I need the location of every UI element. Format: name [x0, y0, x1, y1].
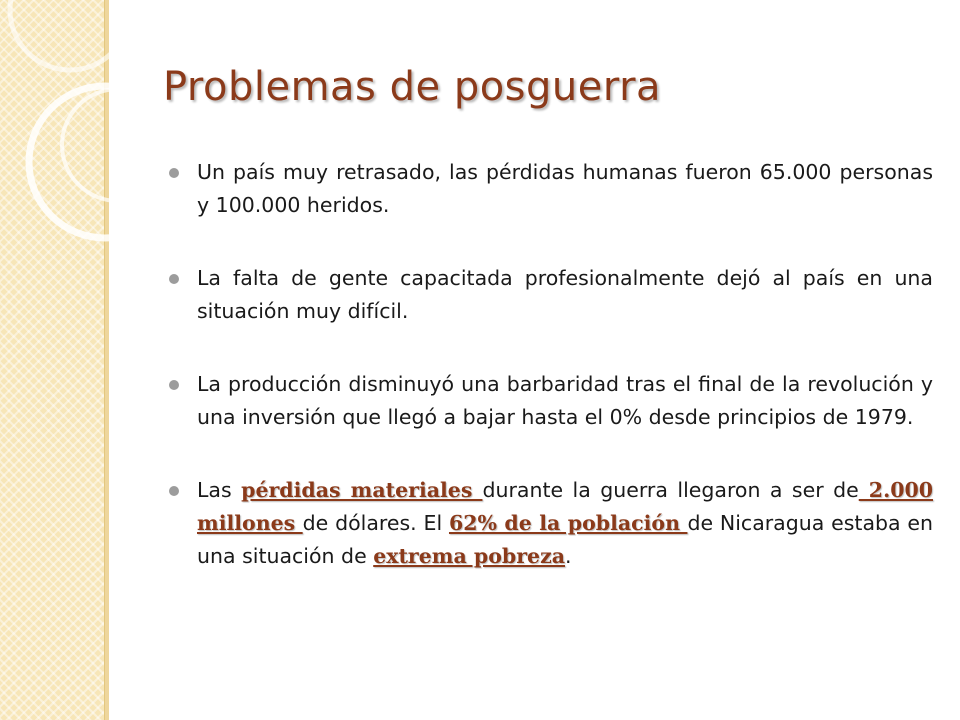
bullet-list: [163, 156, 933, 613]
bullet-text: La falta de gente capacitada profesionalmente dejó al país en una situación muy difícil.: [197, 266, 933, 323]
bullet-dot-icon: [169, 486, 179, 496]
bullet-item: [163, 156, 933, 222]
link-2000-millones[interactable]: 2.000 millones: [197, 478, 933, 535]
link-perdidas-materiales[interactable]: pérdidas materiales: [241, 478, 483, 502]
top-ring: [10, 0, 130, 70]
bullet-text-part: de dólares. El: [302, 511, 449, 535]
link-62-poblacion[interactable]: 62% de la población: [448, 511, 688, 535]
inner-ring: [62, 89, 174, 201]
bullet-item: [163, 262, 933, 328]
bullet-item: [163, 474, 933, 573]
bullet-text: Un país muy retrasado, las pérdidas humanas fueron 65.000 personas y 100.000 heridos.: [197, 160, 933, 217]
bullet-dot-icon: [169, 168, 179, 178]
bullet-text-part: .: [565, 544, 572, 568]
bullet-text: La producción disminuyó una barbaridad tras el final de la revolución y una inversión que llegó a bajar hasta el 0% desde principios de 1979.: [197, 372, 933, 429]
bullet-text-part: durante la guerra llegaron a ser de: [482, 478, 859, 502]
link-extrema-pobreza[interactable]: extrema pobreza: [373, 544, 566, 568]
bullet-dot-icon: [169, 274, 179, 284]
bullet-text-part: de Nicaragua estaba en una situación de: [197, 511, 934, 568]
bullet-text-part: Las: [197, 478, 242, 502]
bullet-dot-icon: [169, 380, 179, 390]
slide-title: Problemas de posguerra: [163, 64, 662, 110]
bullet-item: [163, 368, 933, 434]
